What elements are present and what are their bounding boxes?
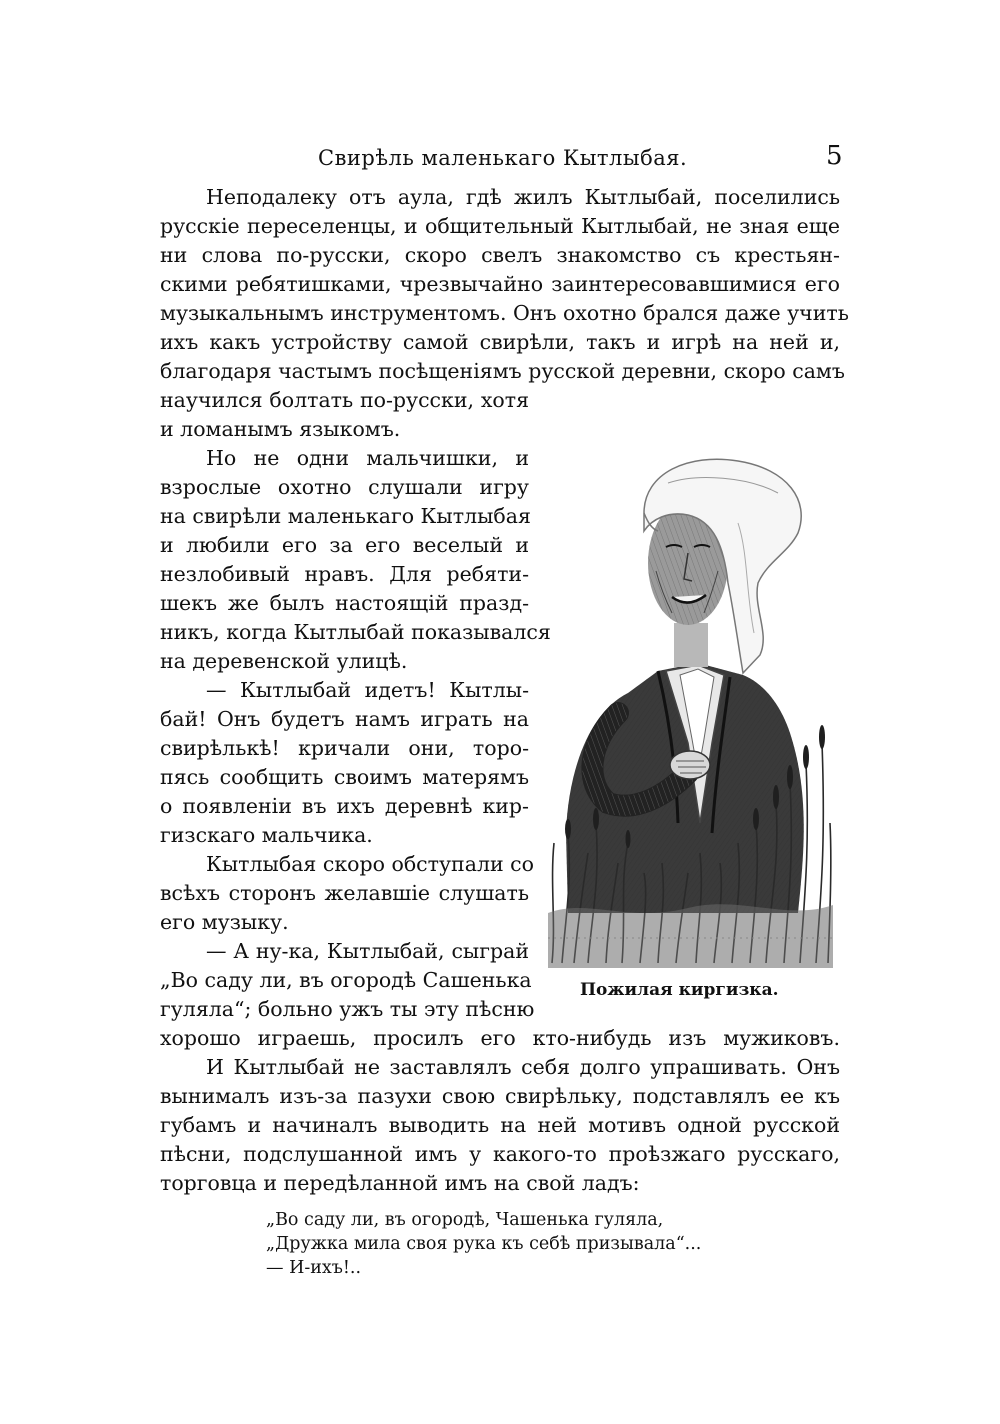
text-line: взрослые охотно слушали игру <box>160 475 529 499</box>
text-line: скими ребятишками, чрезвычайно заинтересовавшимися его <box>160 272 840 296</box>
text-line: гизскаго мальчика. <box>160 823 373 847</box>
text-line: незлобивый нравъ. Для ребяти- <box>160 562 529 586</box>
verse-line: — И-ихъ!.. <box>266 1258 362 1278</box>
text-line: и ломанымъ языкомъ. <box>160 417 401 441</box>
text-line: Кытлыбая скоро обступали со <box>206 852 534 876</box>
text-line: о появленіи въ ихъ деревнѣ кир- <box>160 794 529 818</box>
text-line: — Кытлыбай идетъ! Кытлы- <box>206 678 529 702</box>
text-line: „Во саду ли, въ огородѣ Сашенька <box>160 968 532 992</box>
text-line: гуляла“; больно ужъ ты эту пѣсню <box>160 997 535 1021</box>
verse-line: „Дружка мила своя рука къ себѣ призывала“... <box>266 1234 702 1254</box>
text-line: — А ну-ка, Кытлыбай, сыграй <box>206 939 529 963</box>
text-line: пѣсни, подслушанной имъ у какого-то проѣзжаго русскаго, <box>160 1142 840 1166</box>
text-line: всѣхъ сторонъ желавшіе слушать <box>160 881 529 905</box>
illustration-elderly-kirghiz-woman <box>548 443 833 968</box>
text-line: русскіе переселенцы, и общительный Кытлыбай, не зная еще <box>160 214 840 238</box>
engraving-illustration <box>548 443 833 968</box>
text-line: ни слова по-русски, скоро свелъ знакомство съ крестьян- <box>160 243 840 267</box>
text-line: научился болтать по-русски, хотя <box>160 388 529 412</box>
text-line: вынималъ изъ-за пазухи свою свирѣльку, подставлялъ ее къ <box>160 1084 840 1108</box>
figure-caption: Пожилая киргизка. <box>580 980 779 1000</box>
text-line: шекъ же былъ настоящій празд- <box>160 591 529 615</box>
text-line: Но не одни мальчишки, и <box>206 446 529 470</box>
text-line: музыкальнымъ инструментомъ. Онъ охотно брался даже учить <box>160 301 849 325</box>
text-line: на деревенской улицѣ. <box>160 649 408 673</box>
header-title: Свирѣль маленькаго Кытлыбая. <box>318 146 688 170</box>
text-line: пясь сообщить своимъ матерямъ <box>160 765 529 789</box>
text-line: торговца и передѣланной имъ на свой ладъ: <box>160 1171 640 1195</box>
text-line: и любили его за его веселый и <box>160 533 529 557</box>
page-number: 5 <box>826 141 843 171</box>
text-line: бай! Онъ будетъ намъ играть на <box>160 707 529 731</box>
text-line: его музыку. <box>160 910 289 934</box>
text-line: ихъ какъ устройству самой свирѣли, такъ и игрѣ на ней и, <box>160 330 840 354</box>
text-line: на свирѣли маленькаго Кытлыбая <box>160 504 531 528</box>
text-line: И Кытлыбай не заставлялъ себя долго упрашивать. Онъ <box>206 1055 840 1079</box>
text-line: хорошо играешь, просилъ его кто-нибудь изъ мужиковъ. <box>160 1026 840 1050</box>
text-line: Неподалеку отъ аула, гдѣ жилъ Кытлыбай, поселились <box>206 185 840 209</box>
verse-line: „Во саду ли, въ огородѣ, Чашенька гуляла, <box>266 1210 664 1230</box>
text-line: никъ, когда Кытлыбай показывался <box>160 620 551 644</box>
text-line: свирѣлькѣ! кричали они, торо- <box>160 736 529 760</box>
text-line: губамъ и начиналъ выводить на ней мотивъ одной русской <box>160 1113 840 1137</box>
text-line: благодаря частымъ посѣщеніямъ русской деревни, скоро самъ <box>160 359 845 383</box>
